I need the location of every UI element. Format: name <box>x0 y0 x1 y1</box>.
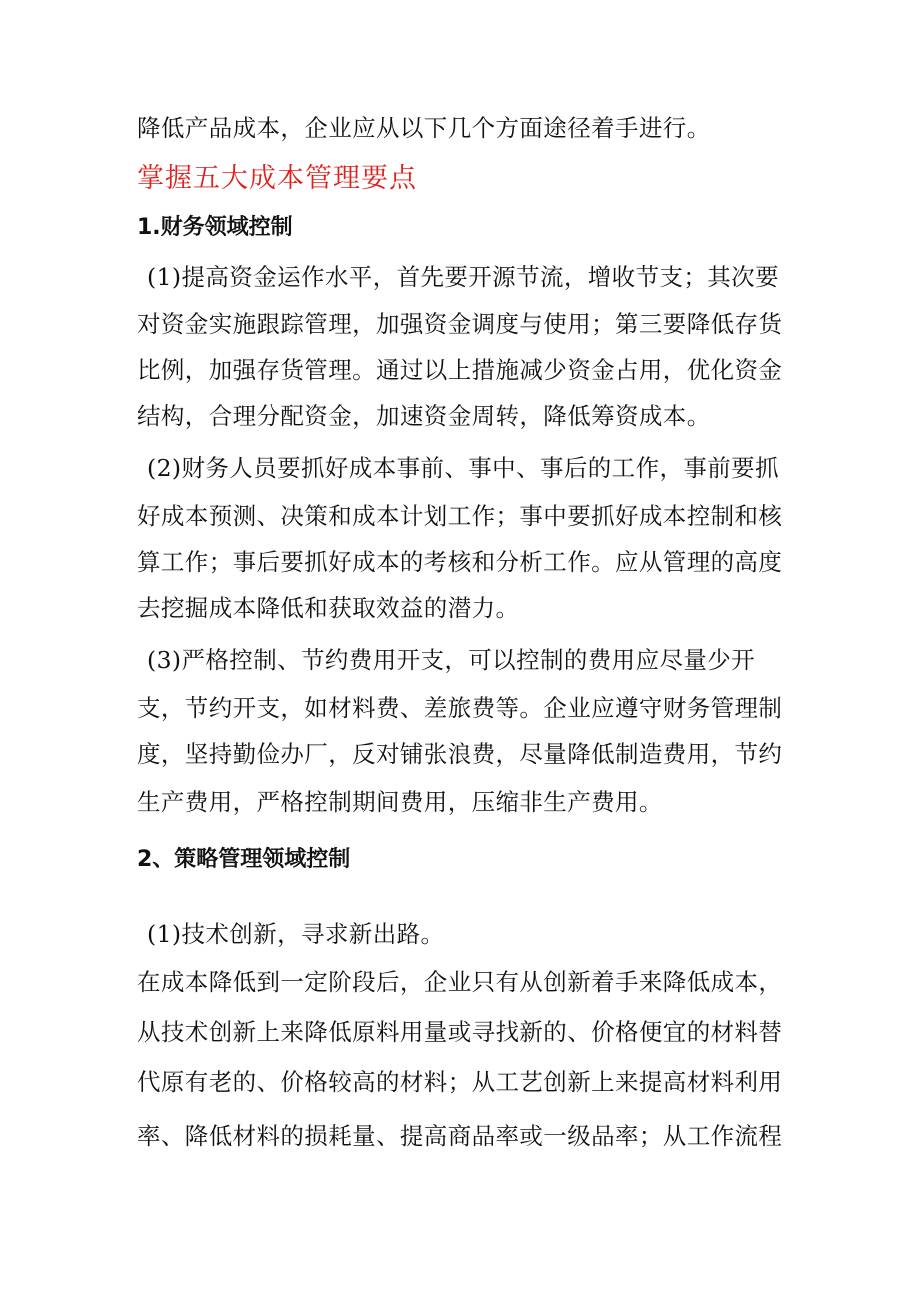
section2-paragraph-line: 从技术创新上来降低原料用量或寻找新的、价格便宜的材料替 <box>137 1018 783 1046</box>
section1-title: 1.财务领域控制 <box>137 215 293 240</box>
section2-paragraph-line: 代原有老的、价格较高的材料；从工艺创新上来提高材料利用 <box>137 1068 783 1096</box>
section2-title: 2、策略管理领域控制 <box>137 847 351 872</box>
section1-item2-line: 好成本预测、决策和成本计划工作；事中要抓好成本控制和核 <box>137 502 783 530</box>
section1-item2-line: 算工作；事后要抓好成本的考核和分析工作。应从管理的高度 <box>137 548 783 576</box>
section1-item1-line: (1)提高资金运作水平，首先要开源节流，增收节支；其次要 <box>147 263 779 291</box>
section2-paragraph-line: 率、降低材料的损耗量、提高商品率或一级品率；从工作流程 <box>137 1122 783 1150</box>
section2-item1-title: (1)技术创新，寻求新出路。 <box>147 920 445 948</box>
section2-paragraph-line: 在成本降低到一定阶段后，企业只有从创新着手来降低成本， <box>137 968 783 996</box>
section1-item3-line: 度，坚持勤俭办厂，反对铺张浪费，尽量降低制造费用，节约 <box>137 740 783 768</box>
main-heading: 掌握五大成本管理要点 <box>137 163 417 194</box>
section1-item2-line: (2)财务人员要抓好成本事前、事中、事后的工作，事前要抓 <box>147 454 779 482</box>
section1-item3-line: 生产费用，严格控制期间费用，压缩非生产费用。 <box>137 788 663 816</box>
intro-text: 降低产品成本，企业应从以下几个方面途径着手进行。 <box>137 114 711 142</box>
section1-item1-line: 比例，加强存货管理。通过以上措施减少资金占用，优化资金 <box>137 356 783 384</box>
section1-item2-line: 去挖掘成本降低和获取效益的潜力。 <box>137 594 520 622</box>
section1-item1-line: 结构，合理分配资金，加速资金周转，降低筹资成本。 <box>137 402 711 430</box>
section1-item3-line: (3)严格控制、节约费用开支，可以控制的费用应尽量少开 <box>147 646 756 674</box>
section1-item3-line: 支，节约开支，如材料费、差旅费等。企业应遵守财务管理制 <box>137 694 783 722</box>
section1-item1-line: 对资金实施跟踪管理，加强资金调度与使用；第三要降低存货 <box>137 310 783 338</box>
